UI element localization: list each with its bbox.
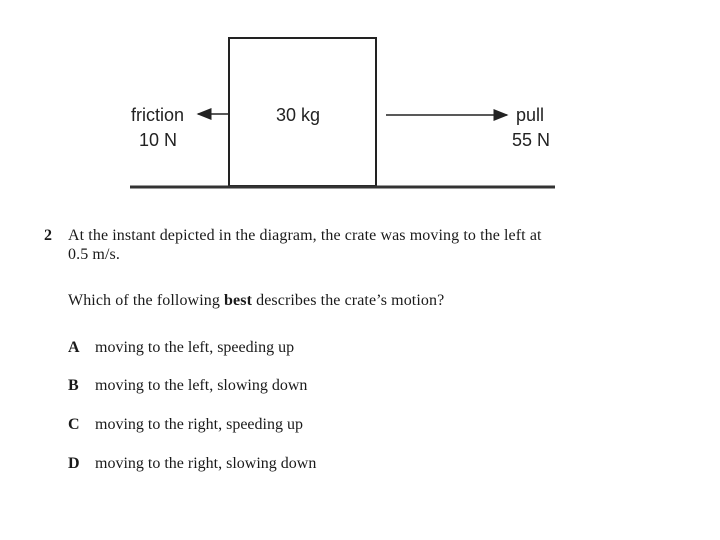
option-b[interactable] <box>68 377 307 395</box>
option-d-letter: D <box>68 455 80 472</box>
mass-label: 30 kg <box>276 105 321 125</box>
option-a-letter: A <box>68 339 80 356</box>
option-a[interactable] <box>68 339 294 357</box>
option-c[interactable] <box>68 416 303 434</box>
force-diagram-graphic <box>0 0 720 200</box>
option-d-text: moving to the right, slowing down <box>95 455 317 472</box>
question-stem-line-2: 0.5 m/s. <box>68 246 120 263</box>
option-c-text: moving to the right, speeding up <box>95 416 303 433</box>
friction-label: friction <box>131 105 185 125</box>
option-c-letter: C <box>68 416 80 433</box>
option-a-text: moving to the left, speeding up <box>95 339 295 356</box>
pull-label: pull <box>516 105 545 125</box>
force-diagram <box>0 0 720 200</box>
prompt-text-start: Which of the following <box>68 292 225 309</box>
option-b-letter: B <box>68 377 79 394</box>
question-prompt <box>68 292 444 310</box>
question-number: 2 <box>44 227 52 244</box>
option-d[interactable] <box>68 455 316 473</box>
prompt-text-end: describes the crate’s motion? <box>252 292 445 309</box>
pull-value: 55 N <box>512 130 551 150</box>
friction-value: 10 N <box>139 130 178 150</box>
question-stem-line-1: At the instant depicted in the diagram, the crate was moving to the left at <box>68 227 542 244</box>
prompt-emphasis: best <box>224 292 253 309</box>
option-b-text: moving to the left, slowing down <box>95 377 308 394</box>
